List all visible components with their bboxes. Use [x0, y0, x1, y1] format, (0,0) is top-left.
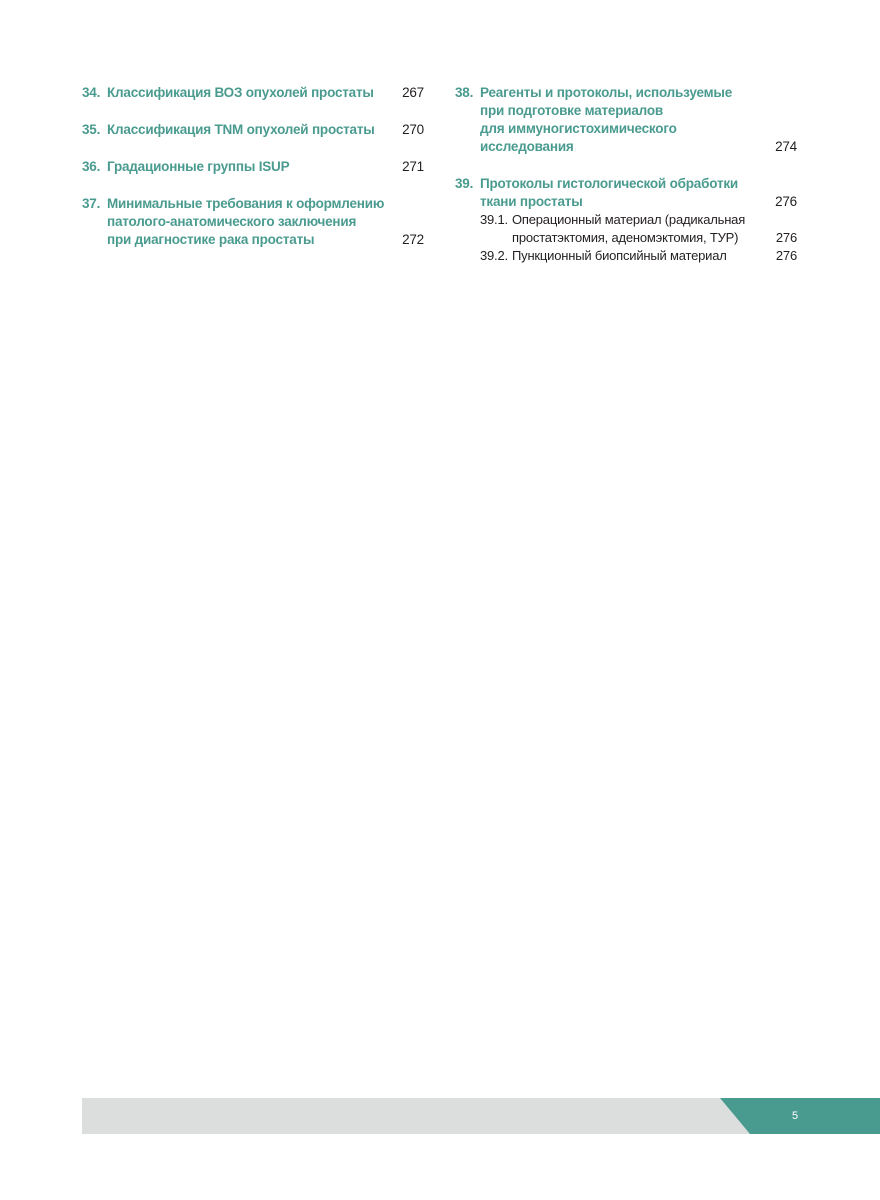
toc-entry-page: 270 [402, 122, 424, 137]
toc-subentry-number: 39.1. [480, 212, 508, 227]
toc-entry-36[interactable] [82, 158, 424, 176]
toc-entry-35[interactable] [82, 121, 424, 139]
toc-entry-38[interactable] [455, 84, 797, 156]
toc-entry-page: 274 [775, 139, 797, 154]
toc-entry-34[interactable] [82, 84, 424, 102]
toc-entry-number: 34. [82, 85, 101, 100]
toc-entry-number: 38. [455, 85, 474, 100]
toc-entry-39[interactable] [455, 175, 797, 265]
toc-column-right [455, 84, 797, 284]
toc-subentry-page: 276 [775, 230, 797, 245]
toc-entry-number: 35. [82, 122, 101, 137]
toc-entry-number: 39. [455, 176, 474, 191]
toc-subentry-39-2[interactable] [455, 247, 797, 265]
toc-entry-title: Классификация TNM опухолей простаты [107, 122, 375, 137]
toc-entry-number: 37. [82, 196, 101, 211]
toc-entry-page: 272 [402, 232, 424, 247]
toc-entry-number: 36. [82, 159, 101, 174]
toc-subentry-number: 39.2. [480, 248, 508, 263]
toc-column-left [82, 84, 424, 268]
toc-entry-page: 276 [775, 194, 797, 209]
toc-entry-title: Классификация ВОЗ опухолей простаты [107, 85, 374, 100]
page-number: 5 [791, 1110, 799, 1122]
toc-entry-title: Реагенты и протоколы, используемые при подготовке материалов для иммуногистохимического исследования [480, 85, 733, 154]
toc-entry-title: Минимальные требования к оформлению патолого-анатомического заключения при диагностике рака простаты [107, 196, 385, 247]
toc-subentry-title: Пункционный биопсийный материал [512, 248, 727, 263]
toc-entry-title: Градационные группы ISUP [107, 159, 290, 174]
toc-subentry-39-1[interactable] [455, 211, 797, 247]
toc-entry-37[interactable] [82, 195, 424, 249]
toc-entry-title: Протоколы гистологической обработки ткани простаты [480, 176, 739, 209]
toc-entry-page: 267 [402, 85, 424, 100]
toc-subentry-title: Операционный материал (радикальная простатэктомия, аденомэктомия, ТУР) [512, 212, 746, 245]
toc-subentry-page: 276 [775, 248, 797, 263]
toc-entry-page: 271 [402, 159, 424, 174]
